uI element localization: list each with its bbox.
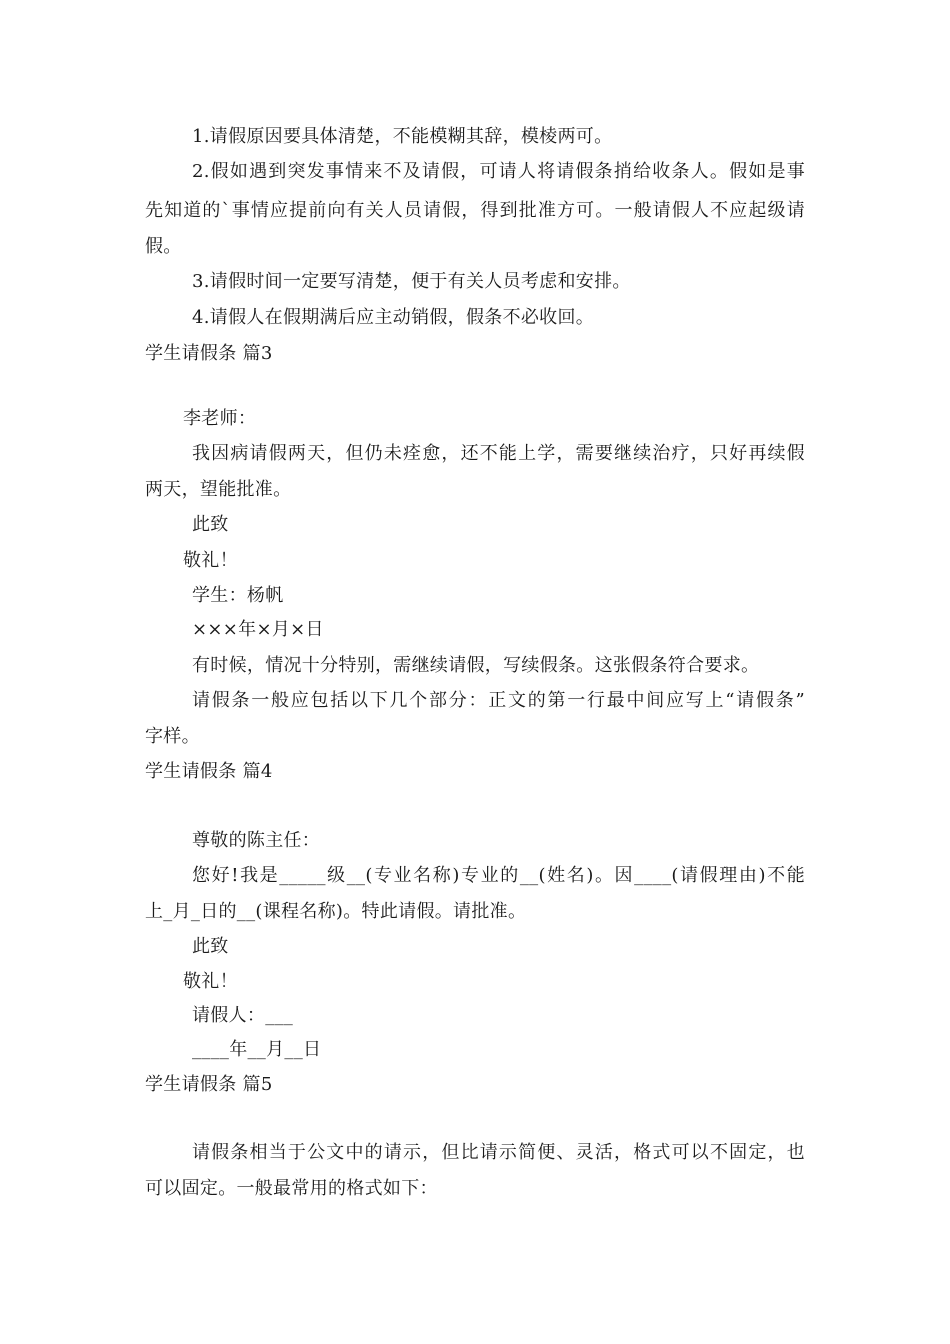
section-5-body-line-2: 可以固定。一般最常用的格式如下： [145, 1178, 438, 1199]
section-5-body-line-1: 请假条相当于公文中的请示，但比请示简便、灵活，格式可以不固定，也 [192, 1142, 805, 1163]
note-2-line-3: 假。 [145, 236, 182, 257]
section-3-signature: 学生：杨帆 [192, 585, 284, 606]
section-4-closing-1: 此致 [192, 936, 229, 957]
section-4-salutation: 尊敬的陈主任： [192, 830, 321, 851]
note-2-line-2: 先知道的`事情应提前向有关人员请假，得到批准方可。一般请假人不应起级请 [145, 200, 805, 221]
section-3-closing-2: 敬礼！ [183, 550, 238, 571]
section-3-salutation: 李老师： [183, 408, 257, 429]
section-3-body-line-2: 两天，望能批准。 [145, 479, 292, 500]
section-3-comment-2-line-1: 请假条一般应包括以下几个部分：正文的第一行最中间应写上“请假条” [192, 690, 805, 711]
section-4-signature: 请假人：___ [192, 1005, 294, 1026]
section-5-heading: 学生请假条 篇5 [145, 1074, 273, 1095]
section-4-closing-2: 敬礼！ [183, 971, 238, 992]
section-3-body-line-1: 我因病请假两天，但仍未痊愈，还不能上学，需要继续治疗，只好再续假 [192, 443, 805, 464]
section-3-date: ×××年×月×日 [192, 619, 324, 640]
section-3-comment-2-line-2: 字样。 [145, 726, 200, 747]
section-3-heading: 学生请假条 篇3 [145, 343, 273, 364]
note-3: 3.请假时间一定要写清楚，便于有关人员考虑和安排。 [192, 271, 631, 292]
section-4-body-line-2: 上_月_日的__(课程名称)。特此请假。请批准。 [145, 901, 527, 922]
section-3-closing-1: 此致 [192, 514, 229, 535]
section-4-body-line-1: 您好!我是_____级__(专业名称)专业的__(姓名)。因____(请假理由)不能 [192, 865, 805, 886]
note-1: 1.请假原因要具体清楚，不能模糊其辞，模棱两可。 [192, 126, 613, 147]
section-4-date: ____年__月__日 [192, 1039, 322, 1060]
note-4: 4.请假人在假期满后应主动销假，假条不必收回。 [192, 307, 595, 328]
note-2-line-1: 2.假如遇到突发事情来不及请假，可请人将请假条捎给收条人。假如是事 [192, 161, 805, 182]
section-4-heading: 学生请假条 篇4 [145, 761, 273, 782]
section-3-comment-1: 有时候，情况十分特别，需继续请假，写续假条。这张假条符合要求。 [192, 655, 760, 676]
